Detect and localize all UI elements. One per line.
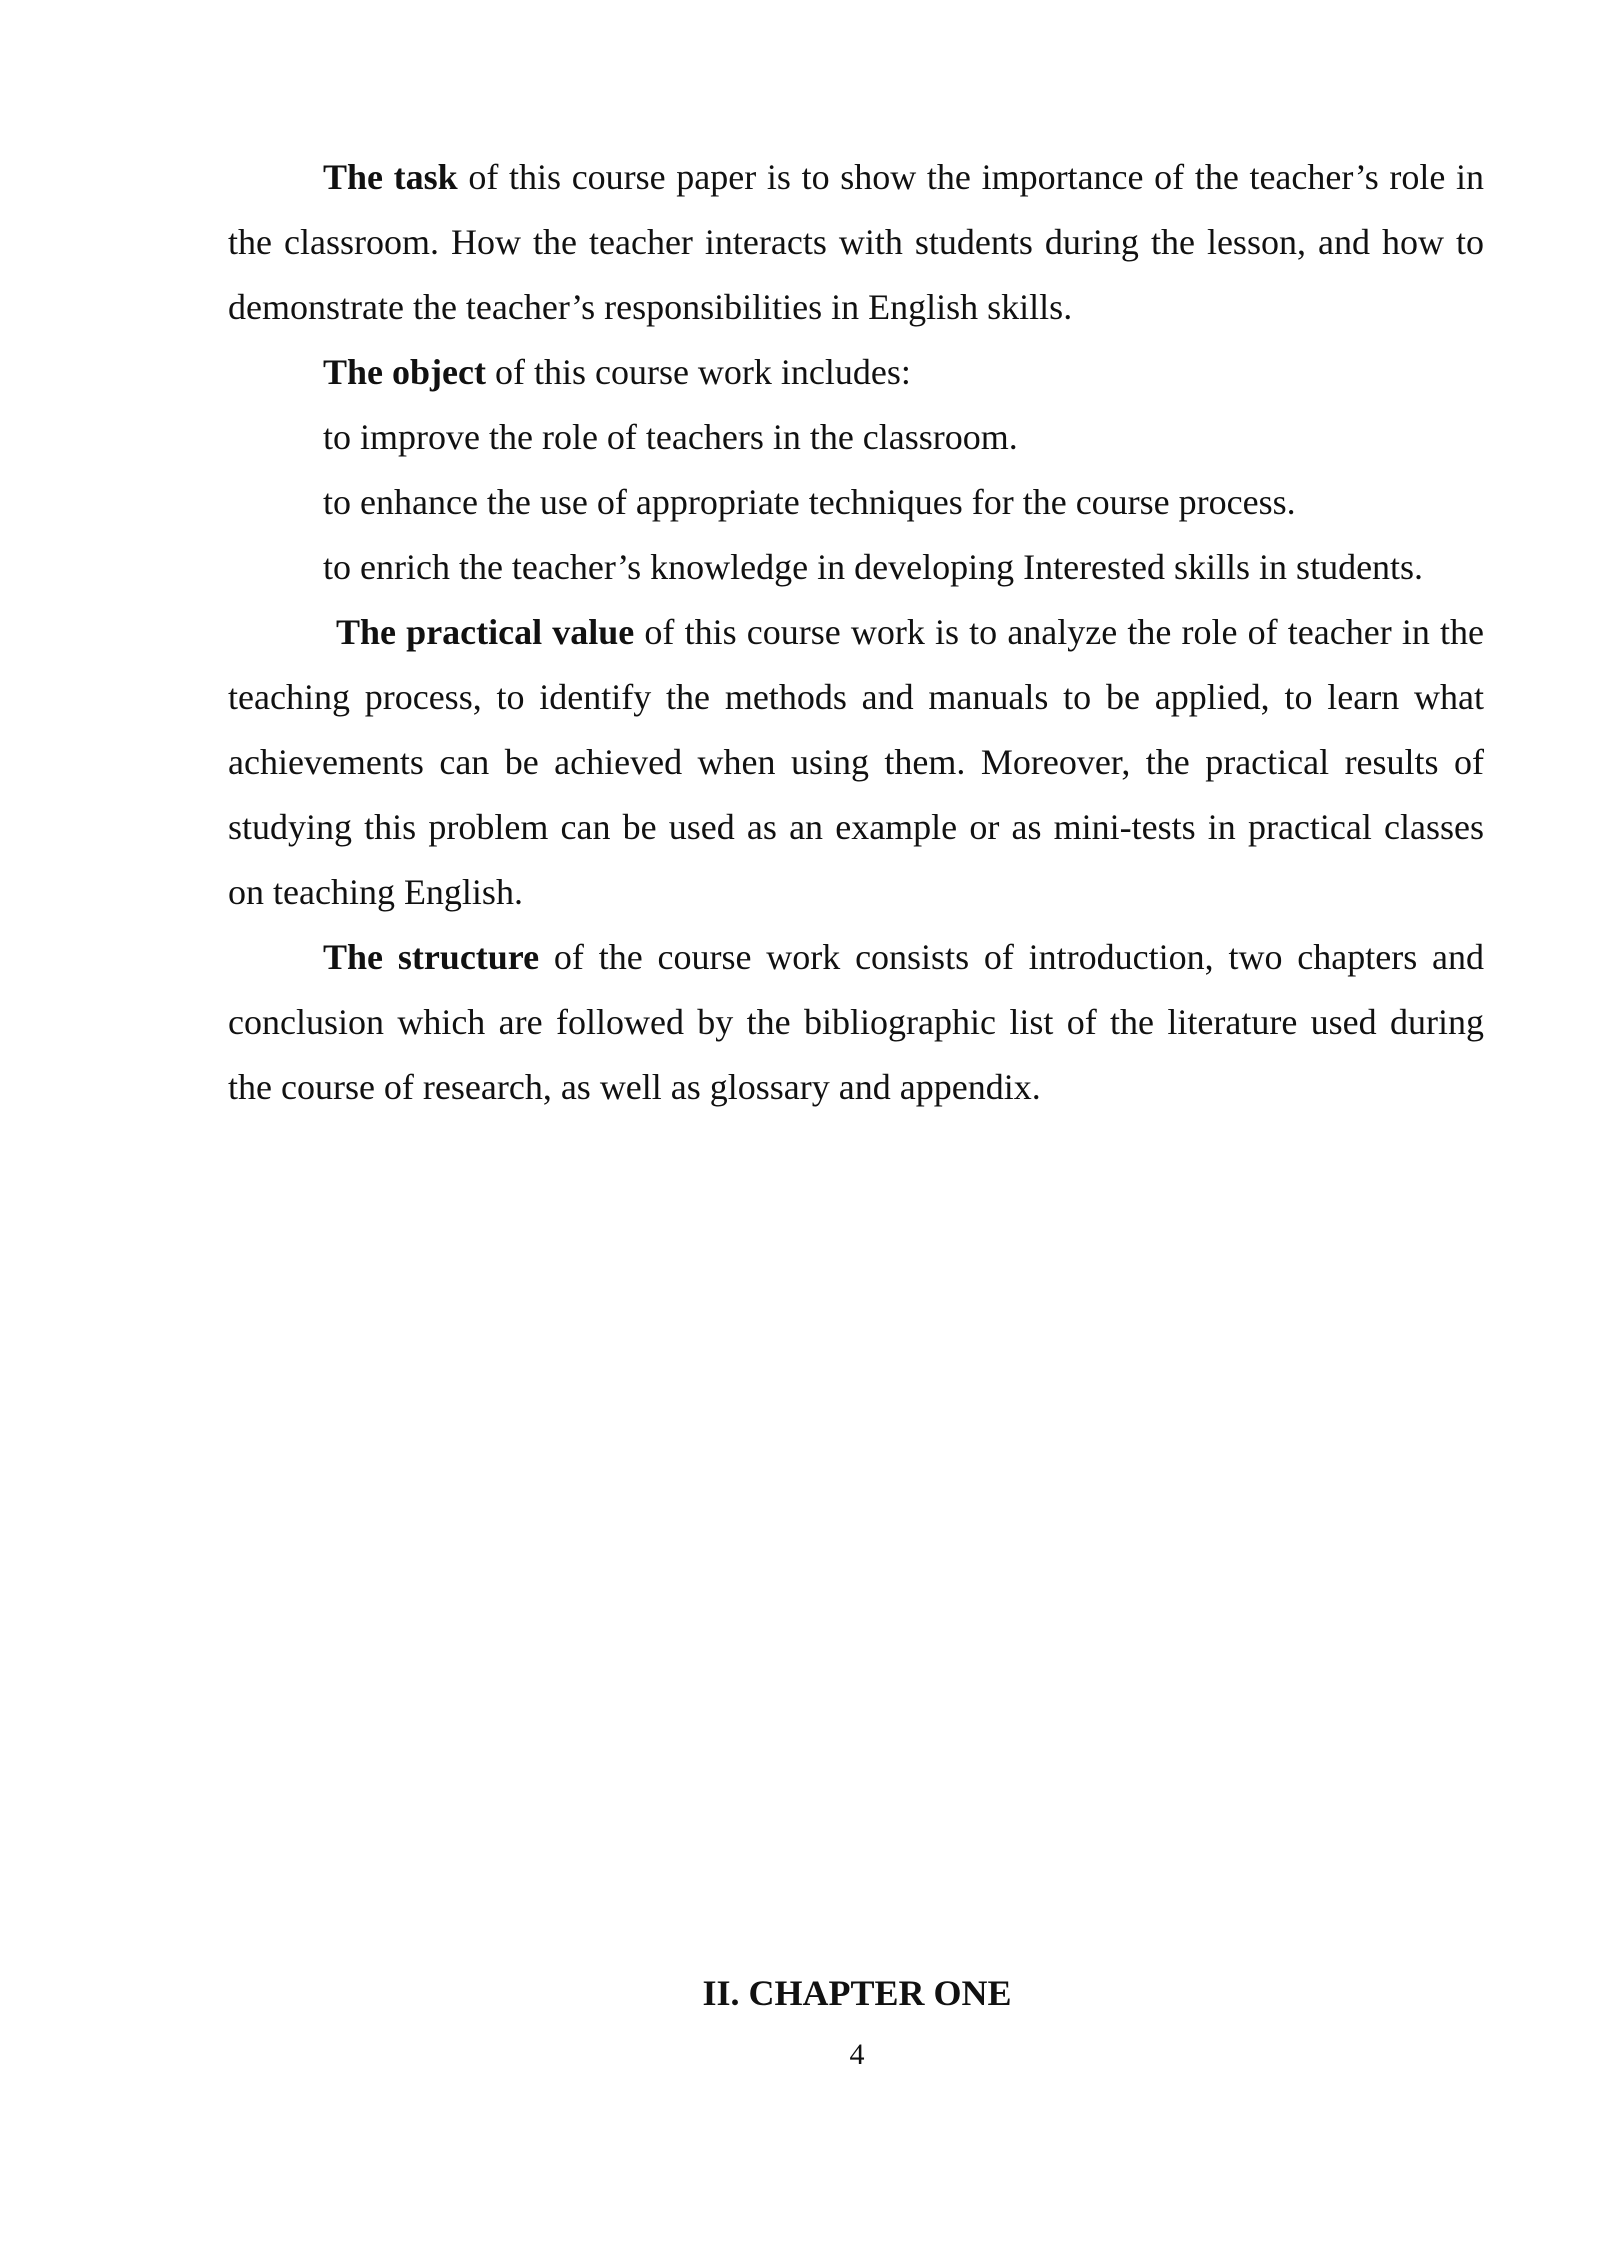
object-text: of this course work includes: xyxy=(485,352,911,392)
task-paragraph xyxy=(228,145,1484,340)
structure-paragraph xyxy=(228,925,1484,1120)
practical-value-text: of this course work is to analyze the role of teacher in the teaching process, to identify the methods and manuals to be applied, to learn what achievements can be achieved when using them. Moreover, the practical results of studying this problem can be used as an example or as mini-tests in practical classes on teaching English. xyxy=(228,612,1484,912)
task-text: of this course paper is to show the importance of the teacher’s role in the classroom. How the teacher interacts with students during the lesson, and how to demonstrate the teacher’s responsibilities in English skills. xyxy=(228,157,1485,327)
object-item: to enrich the teacher’s knowledge in developing Interested skills in students. xyxy=(323,547,1424,587)
object-item: to enhance the use of appropriate techniques for the course process. xyxy=(323,482,1296,522)
page-number: 4 xyxy=(849,2038,865,2071)
task-lead: The task xyxy=(323,157,458,197)
object-item: to improve the role of teachers in the classroom. xyxy=(323,417,1018,457)
practical-value-paragraph xyxy=(228,600,1484,925)
body-text xyxy=(228,145,1484,1120)
chapter-heading: II. CHAPTER ONE xyxy=(702,1973,1012,2013)
object-lead: The object xyxy=(323,352,486,392)
practical-value-lead: The practical value xyxy=(336,612,635,652)
structure-text: of the course work consists of introduction, two chapters and conclusion which are followed by the bibliographic list of the literature used during the course of research, as well as glossary and appendix. xyxy=(228,937,1484,1107)
object-paragraph xyxy=(228,340,1484,405)
structure-lead: The structure xyxy=(323,937,540,977)
